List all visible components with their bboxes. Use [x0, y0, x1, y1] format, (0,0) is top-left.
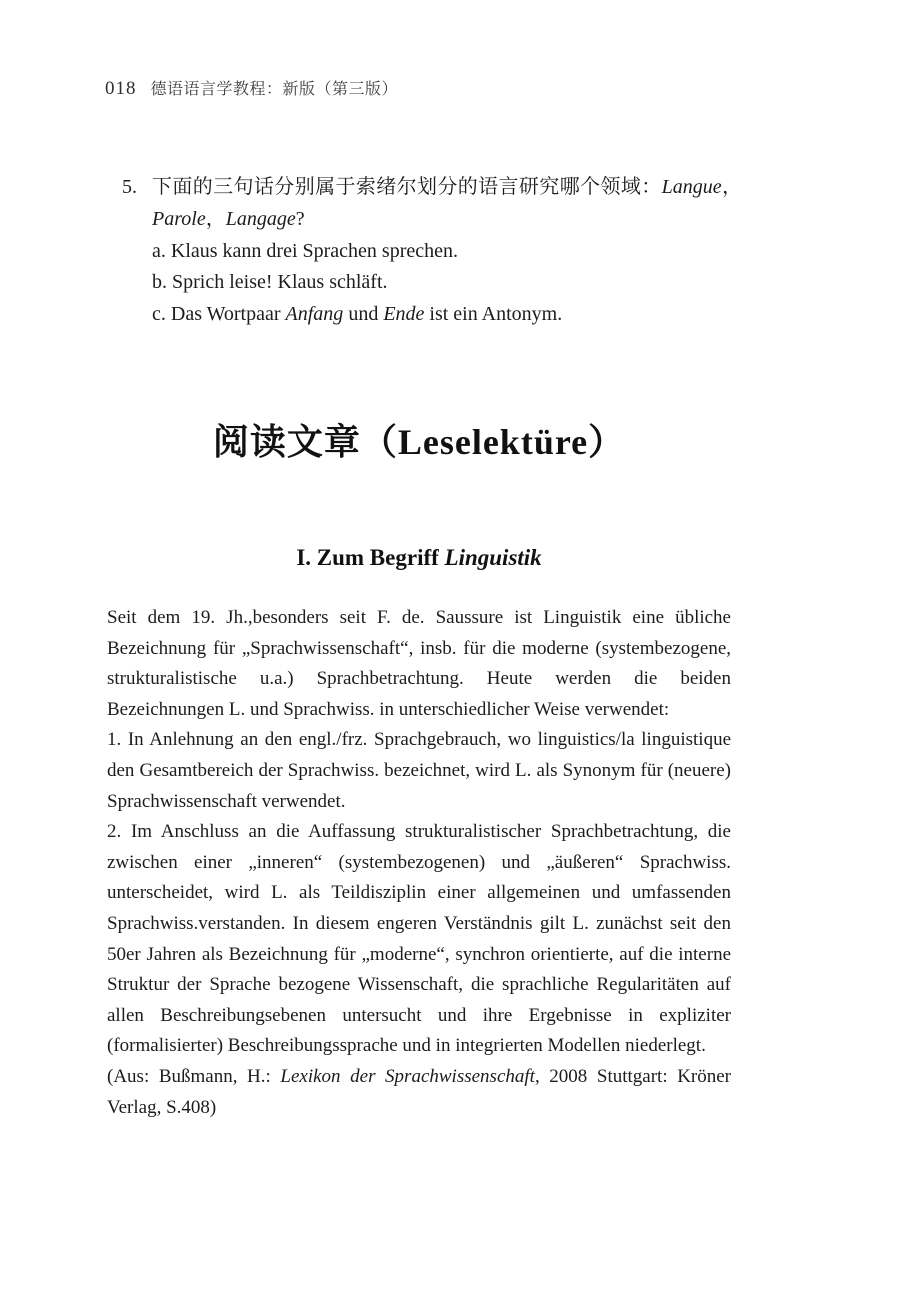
- question-segment: ，: [205, 207, 226, 230]
- question-segment: 下面的三句话分别属于索绪尔划分的语言研究哪个领域：: [152, 176, 662, 198]
- term-parole: Parole: [152, 207, 206, 230]
- term-anfang: Anfang: [285, 303, 344, 326]
- citation-book-title: Lexikon der Sprachwissenschaft: [280, 1065, 535, 1087]
- option-b: b. Sprich leise! Klaus schläft.: [152, 271, 388, 294]
- citation-segment: , 2008 Stuttgart: Kröner Verlag, S.408): [107, 1065, 731, 1118]
- question-segment: ?: [295, 207, 305, 230]
- option-c-segment: ist ein Antonym.: [424, 303, 563, 326]
- section-title: 阅读文章（Leselektüre）: [212, 422, 626, 462]
- question-number: 5.: [122, 176, 137, 198]
- option-c-segment: c. Das Wortpaar: [152, 303, 286, 326]
- paragraph-intro: Seit dem 19. Jh.,besonders seit F. de. Saussure ist Linguistik eine übliche Bezeichnung für „Sprachwissenschaft“, insb. für die moderne (systembezogene, strukturalistische u.a.) Sprachbetrachtung. Heute werden die beiden Bezeichnungen L. und Sprachwiss. in unterschiedlicher Weise verwendet:: [107, 607, 731, 720]
- page-number: 018: [105, 78, 137, 99]
- option-c: [152, 299, 742, 331]
- question-options: [122, 236, 742, 331]
- article-body: [107, 603, 731, 1123]
- term-langage: Langage: [225, 207, 296, 230]
- term-ende: Ende: [383, 303, 425, 326]
- option-a: a. Klaus kann drei Sprachen sprechen.: [152, 239, 458, 262]
- running-header: [105, 76, 398, 100]
- book-title: 德语语言学教程：新版（第三版）: [150, 81, 399, 98]
- article-heading-term: Linguistik: [444, 545, 542, 570]
- question-text: [122, 172, 742, 236]
- paragraph-point-2: 2. Im Anschluss an die Auffassung strukturalistischer Sprachbetrachtung, die zwischen einer „inneren“ (systembezogenen) und „äußeren“ Sprachwiss. unterscheidet, wird L. als Teildisziplin einer allgemeinen und umfassenden Sprachwiss.verstanden. In diesem engeren Verständnis gilt L. zunächst seit den 50er Jahren als Bezeichnung für „moderne“, synchron orientierte, auf die interne Struktur der Sprache bezogene Wissenschaft, die sprachliche Regularitäten auf allen Beschreibungsebenen untersucht und ihre Ergebnisse in expliziter (formalisierter) Beschreibungssprache und in integrierten Modellen niederlegt.: [107, 821, 731, 1057]
- term-langue: Langue: [661, 176, 722, 198]
- article-heading-prefix: I. Zum Begriff: [296, 545, 445, 570]
- question-segment: ，: [721, 176, 743, 198]
- paragraph-point-1: 1. In Anlehnung an den engl./frz. Sprachgebrauch, wo linguistics/la linguistique den Gesamtbereich der Sprachwiss. bezeichnet, wird L. als Synonym für (neuere) Sprachwissenschaft verwendet.: [107, 729, 731, 812]
- exercise-question-5: [122, 172, 742, 331]
- article-heading: [107, 545, 731, 571]
- option-c-segment: und: [343, 303, 384, 326]
- citation: [107, 1062, 731, 1123]
- citation-segment: (Aus: Bußmann, H.:: [107, 1065, 281, 1087]
